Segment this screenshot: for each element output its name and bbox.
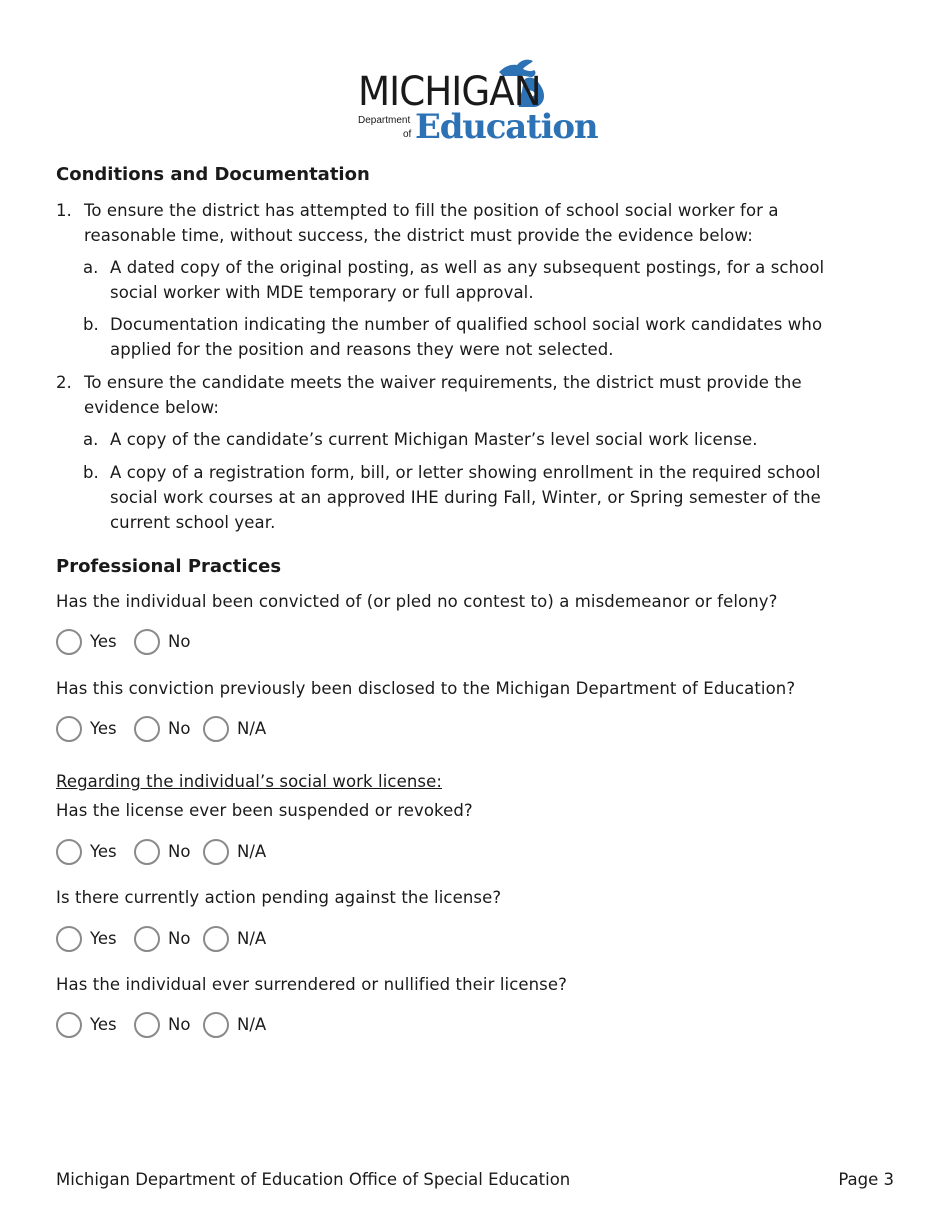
radio-button[interactable] <box>134 926 160 952</box>
radio-button[interactable] <box>203 1012 229 1038</box>
radio-option-yes[interactable] <box>56 922 117 956</box>
radio-label: N/A <box>237 719 267 738</box>
radio-label: Yes <box>90 842 117 861</box>
radio-option-no[interactable] <box>134 625 190 659</box>
radio-button[interactable] <box>203 926 229 952</box>
radio-button[interactable] <box>203 716 229 742</box>
radio-label: N/A <box>237 842 267 861</box>
radio-button[interactable] <box>134 839 160 865</box>
radio-label: No <box>168 842 191 861</box>
sublist-letter: b. <box>83 315 99 334</box>
list-number: 2. <box>56 373 72 392</box>
radio-option-na[interactable] <box>203 835 266 869</box>
sublist-item-text: current school year. <box>110 513 276 532</box>
list-item-text: To ensure the candidate meets the waiver requirements, the district must provide the <box>84 373 802 392</box>
radio-button[interactable] <box>134 1012 160 1038</box>
radio-label: N/A <box>237 929 267 948</box>
logo-of-text: of <box>403 129 412 140</box>
radio-option-yes[interactable] <box>56 625 117 659</box>
sublist-item-text: A dated copy of the original posting, as well as any subsequent postings, for a school <box>110 258 825 277</box>
sublist-item-text: Documentation indicating the number of qualified school social work candidates who <box>110 315 823 334</box>
sublist-letter: a. <box>83 258 99 277</box>
question-text: Has this conviction previously been disclosed to the Michigan Department of Education? <box>56 679 796 698</box>
question-text: Is there currently action pending against the license? <box>56 888 502 907</box>
radio-button[interactable] <box>203 839 229 865</box>
radio-option-no[interactable] <box>134 922 190 956</box>
license-subheading: Regarding the individual’s social work license: <box>56 772 442 791</box>
radio-button[interactable] <box>56 629 82 655</box>
list-item-text: To ensure the district has attempted to fill the position of school social worker for a <box>84 201 779 220</box>
radio-button[interactable] <box>56 926 82 952</box>
sublist-letter: b. <box>83 463 99 482</box>
radio-label: Yes <box>90 632 117 651</box>
radio-label: N/A <box>237 1015 267 1034</box>
question-text: Has the license ever been suspended or revoked? <box>56 801 473 820</box>
sublist-item-text: A copy of the candidate’s current Michigan Master’s level social work license. <box>110 430 758 449</box>
radio-option-na[interactable] <box>203 922 266 956</box>
question-text: Has the individual ever surrendered or nullified their license? <box>56 975 567 994</box>
list-item-text: evidence below: <box>84 398 220 417</box>
radio-option-no[interactable] <box>134 712 190 746</box>
sublist-item-text: applied for the position and reasons they were not selected. <box>110 340 614 359</box>
sublist-item-text: social work courses at an approved IHE during Fall, Winter, or Spring semester of the <box>110 488 821 507</box>
mde-logo <box>355 52 598 152</box>
radio-option-na[interactable] <box>203 1008 266 1042</box>
sublist-item-text: A copy of a registration form, bill, or letter showing enrollment in the required school <box>110 463 821 482</box>
radio-option-no[interactable] <box>134 835 190 869</box>
radio-label: No <box>168 1015 191 1034</box>
radio-button[interactable] <box>56 1012 82 1038</box>
radio-button[interactable] <box>56 839 82 865</box>
radio-label: Yes <box>90 719 117 738</box>
sublist-letter: a. <box>83 430 99 449</box>
radio-label: No <box>168 632 191 651</box>
logo-wordmark-michigan: MICHIGAN <box>358 69 541 115</box>
practices-heading: Professional Practices <box>56 556 282 577</box>
radio-button[interactable] <box>134 629 160 655</box>
question-text: Has the individual been convicted of (or pled no contest to) a misdemeanor or felony? <box>56 592 778 611</box>
radio-label: No <box>168 929 191 948</box>
radio-option-yes[interactable] <box>56 1008 117 1042</box>
radio-option-yes[interactable] <box>56 712 117 746</box>
radio-option-yes[interactable] <box>56 835 117 869</box>
list-item-text: reasonable time, without success, the district must provide the evidence below: <box>84 226 753 245</box>
radio-button[interactable] <box>56 716 82 742</box>
conditions-heading: Conditions and Documentation <box>56 164 370 185</box>
sublist-item-text: social worker with MDE temporary or full approval. <box>110 283 534 302</box>
radio-label: Yes <box>90 929 117 948</box>
radio-option-no[interactable] <box>134 1008 190 1042</box>
logo-wordmark-education: Education <box>415 107 598 147</box>
footer-office: Michigan Department of Education Office of Special Education <box>56 1170 571 1189</box>
radio-button[interactable] <box>134 716 160 742</box>
radio-label: No <box>168 719 191 738</box>
radio-option-na[interactable] <box>203 712 266 746</box>
radio-label: Yes <box>90 1015 117 1034</box>
list-number: 1. <box>56 201 72 220</box>
page-number: Page 3 <box>838 1170 894 1189</box>
logo-department-text: Department <box>358 115 411 126</box>
